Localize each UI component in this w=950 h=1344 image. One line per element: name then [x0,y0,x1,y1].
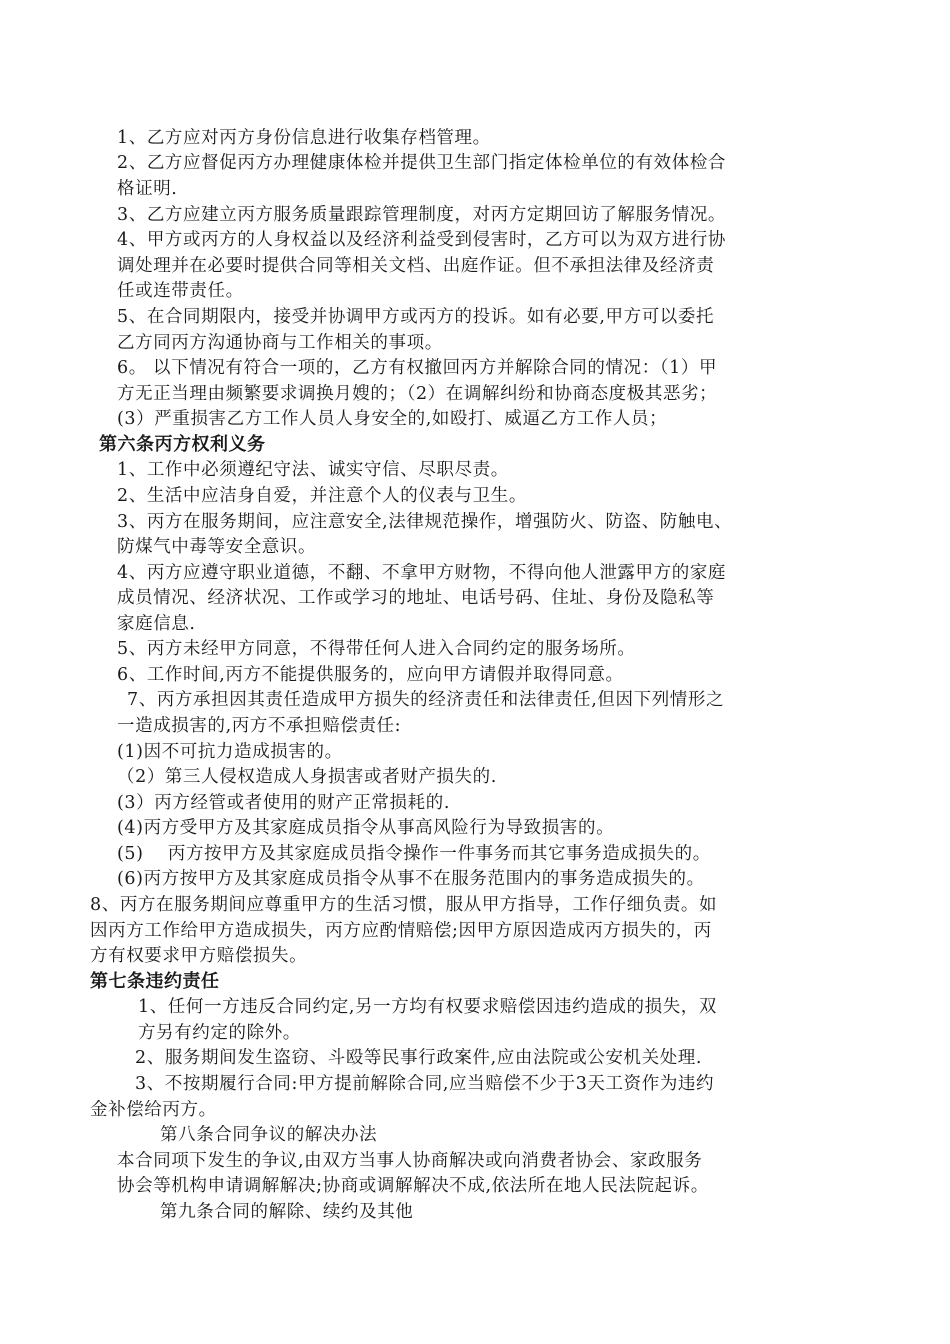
text-line: 家庭信息. [117,614,196,634]
text-line: 调处理并在必要时提供合同等相关文档、出庭作证。但不承担法律及经济责 [117,256,715,276]
text-line: (6)丙方按甲方及其家庭成员指令从事不在服务范围内的事务造成损失的。 [117,869,705,889]
text-line: 乙方同丙方沟通协商与工作相关的事项。 [117,333,443,353]
text-line: 2、服务期间发生盗窃、斗殴等民事行政案件,应由法院或公安机关处理. [135,1048,703,1068]
text-line: (3）严重损害乙方工作人员人身安全的,如殴打、威逼乙方工作人员； [117,409,668,429]
text-line: 1、乙方应对丙方身份信息进行收集存档管理。 [117,128,491,148]
text-line: 2、乙方应督促丙方办理健康体检并提供卫生部门指定体检单位的有效体检合 [117,153,727,173]
text-line: 2、生活中应洁身自爱，并注意个人的仪表与卫生。 [117,486,527,506]
text-line: 方无正当理由频繁要求调换月嫂的；（2）在调解纠纷和协商态度极其恶劣； [117,384,718,404]
text-line: 方另有约定的除外。 [138,1023,301,1043]
text-line: (5) 丙方按甲方及其家庭成员指令操作一件事务而其它事务造成损失的。 [117,844,711,864]
text-line: 3、丙方在服务期间，应注意安全,法律规范操作，增强防火、防盗、防触电、 [117,512,733,532]
text-line: (3）丙方经管或者使用的财产正常损耗的. [117,793,451,813]
subsection-heading: 第九条合同的解除、续约及其他 [160,1202,414,1222]
text-line: 因丙方工作给甲方造成损失，丙方应酌情赔偿;因甲方原因造成丙方损失的，丙 [90,921,712,941]
text-line: 7、丙方承担因其责任造成甲方损失的经济责任和法律责任,但因下列情形之 [127,690,725,710]
text-line: 成员情况、经济状况、工作或学习的地址、电话号码、住址、身份及隐私等 [117,588,715,608]
text-line: (4)丙方受甲方及其家庭成员指令从事高风险行为导致损害的。 [117,818,615,838]
section-heading: 第六条丙方权利义务 [99,434,266,455]
text-line: 方有权要求甲方赔偿损失。 [90,946,308,966]
text-line: 3、乙方应建立丙方服务质量跟踪管理制度，对丙方定期回访了解服务情况。 [117,205,727,225]
subsection-heading: 第八条合同争议的解决办法 [160,1125,378,1145]
text-line: 1、任何一方违反合同约定,另一方均有权要求赔偿因违约造成的损失，双 [138,997,717,1017]
text-line: 6、工作时间,丙方不能提供服务的，应向甲方请假并取得同意。 [117,665,624,685]
text-line: 8、丙方在服务期间应尊重甲方的生活习惯，服从甲方指导，工作仔细负责。如 [90,895,718,915]
text-line: 金补偿给丙方。 [90,1100,217,1120]
text-line: 4、丙方应遵守职业道德，不翻、不拿甲方财物，不得向他人泄露甲方的家庭 [117,563,727,583]
text-line: 防煤气中毒等安全意识。 [117,537,317,557]
text-line: 4、甲方或丙方的人身权益以及经济利益受到侵害时，乙方可以为双方进行协 [117,230,727,250]
text-line: 协会等机构申请调解解决;协商或调解解决不成,依法所在地人民法院起诉。 [117,1176,709,1196]
text-line: 5、丙方未经甲方同意，不得带任何人进入合同约定的服务场所。 [117,639,636,659]
text-line: 5、在合同期限内，接受并协调甲方或丙方的投诉。如有必要,甲方可以委托 [117,307,715,327]
text-line: 一造成损害的,丙方不承担赔偿责任: [117,716,402,736]
text-line: 任或连带责任。 [117,281,244,301]
text-line: 6。 以下情况有符合一项的，乙方有权撤回丙方并解除合同的情况：（1）甲 [117,358,718,378]
text-line: 3、不按期履行合同:甲方提前解除合同,应当赔偿不少于3天工资作为违约 [135,1074,715,1094]
section-heading: 第七条违约责任 [90,971,220,992]
text-line: （2）第三人侵权造成人身损害或者财产损失的. [117,767,497,787]
text-line: (1)因不可抗力造成损害的。 [117,742,343,762]
text-line: 格证明. [117,179,178,199]
text-line: 1、工作中必须遵纪守法、诚实守信、尽职尽责。 [117,460,509,480]
text-line: 本合同项下发生的争议,由双方当事人协商解决或向消费者协会、家政服务 [117,1151,703,1171]
